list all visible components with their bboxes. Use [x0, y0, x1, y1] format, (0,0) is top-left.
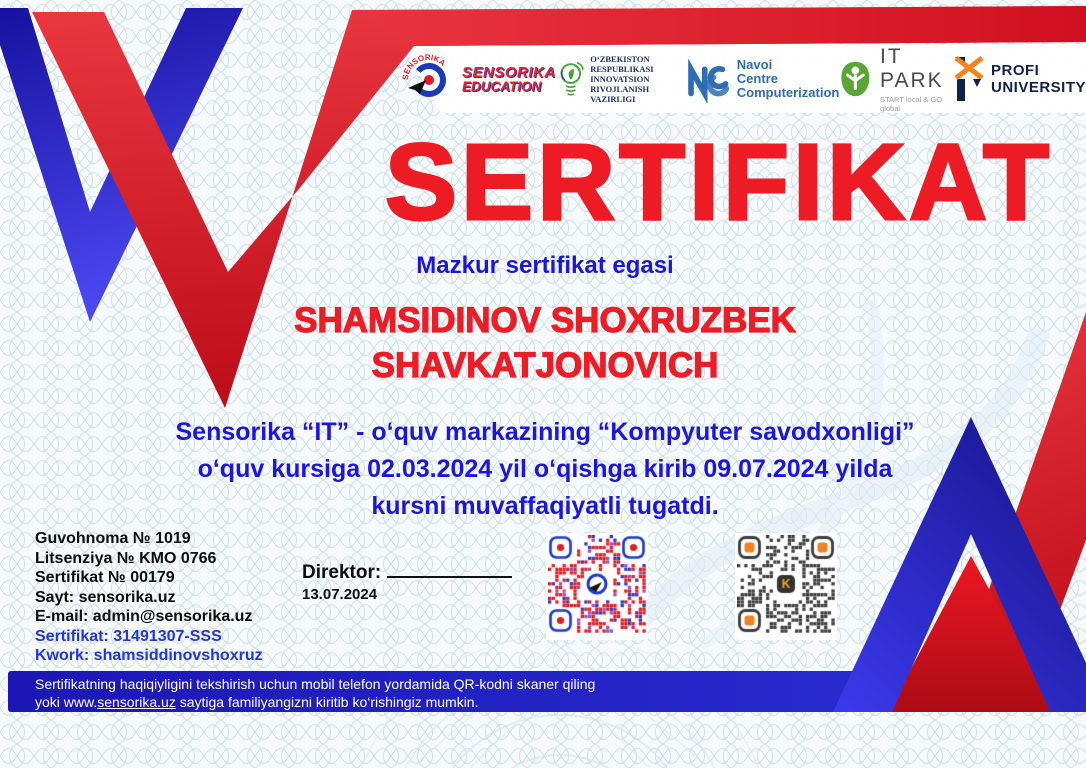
ministry-logo-text: [590, 54, 687, 104]
signature-block: [302, 562, 512, 603]
profi-logo-text: [991, 62, 1086, 96]
recipient-name-line2: SHAVKATJONOVICH: [371, 346, 719, 385]
detail-guvohnoma: Guvohnoma № 1019: [35, 530, 191, 547]
certificate-subtitle: Mazkur sertifikat egasi: [416, 252, 674, 279]
logo-ncc: [687, 55, 839, 103]
detail-email: E-mail: admin@sensorika.uz: [35, 608, 253, 625]
certificate-details: [35, 529, 263, 666]
detail-sayt: Sayt: sensorika.uz: [35, 588, 176, 606]
partner-logos: [400, 46, 1086, 112]
top-red-band: [352, 6, 1086, 46]
itpark-person-icon: [839, 55, 872, 103]
ncc-line1: Navoi: [736, 57, 773, 72]
body-line2: o‘quv kursiga 02.03.2024 yil o‘qishga kirib 09.07.2024 yilda: [197, 455, 893, 483]
ministry-line2: INNOVATSION RIVOJLANISH: [590, 74, 650, 94]
signature-date: 13.07.2024: [302, 586, 378, 603]
ncc-line2: Centre: [736, 71, 778, 86]
kwork-qr-canvas: [737, 535, 835, 633]
recipient-name: [105, 298, 985, 388]
logo-sensorika-education: [400, 50, 556, 108]
sensorika-line1: SENSORIKA: [462, 63, 556, 81]
sensorika-qr-code: [546, 533, 648, 640]
body-line1: Sensorika “IT” - o‘quv markazining “Kompyuter savodxonligi”: [175, 418, 915, 446]
director-label: Direktor:: [302, 562, 382, 583]
ncc-logo-text: [737, 58, 840, 100]
body-line3: kursni muvaffaqiyatli tugatdi.: [371, 492, 719, 520]
certificate-title: SERTIFIKAT: [385, 121, 1053, 242]
ministry-bulb-icon: [556, 50, 586, 108]
ncc-chain-icon: [687, 55, 730, 103]
ministry-line3: VAZIRLIGI: [590, 94, 636, 104]
detail-sertifikat-id: Sertifikat: 31491307-SSS: [35, 627, 222, 645]
sensorika-logo-icon: [400, 50, 458, 108]
recipient-name-line1: SHAMSIDINOV SHOXRUZBEK: [294, 301, 796, 340]
profi-x-icon: [953, 55, 985, 103]
itpark-title: IT PARK: [880, 45, 944, 92]
footer-line1: Sertifikatning haqiqiyligini tekshirish uchun mobil telefon yordamida QR-kodni skaner qiling: [35, 676, 596, 692]
signature-line: [387, 576, 512, 578]
ministry-line1: O‘ZBEKISTON RESPUBLIKASI: [590, 54, 654, 74]
itpark-logo-text: [880, 45, 953, 113]
footer-line2-prefix: yoki www.: [35, 694, 98, 710]
ncc-line3: Computerization: [736, 85, 840, 100]
profi-line2: UNIVERSITY: [990, 79, 1086, 96]
sensorika-line2: EDUCATION: [462, 78, 542, 94]
profi-line1: PROFI: [990, 62, 1040, 79]
kwork-qr-code: [735, 533, 837, 640]
footer-site-link: sensorika.uz: [97, 694, 176, 710]
detail-sertifikat-no: Sertifikat № 00179: [35, 569, 175, 586]
logo-ministry: [556, 50, 688, 108]
footer-text: [35, 675, 755, 711]
svg-text:SENSORIKA: SENSORIKA: [400, 52, 448, 81]
logo-itpark: [839, 45, 953, 113]
footer-line2-suffix: saytiga familiyangizni kiritib ko‘rishingiz mumkin.: [175, 694, 479, 710]
sensorika-qr-canvas: [548, 535, 646, 633]
itpark-tagline: START local & GO global: [880, 95, 943, 113]
detail-kwork: Kwork: shamsiddinovshoxruz: [35, 647, 263, 664]
certificate-body: [105, 414, 985, 525]
logo-profi-university: [953, 55, 1086, 103]
sensorika-logo-text: [462, 65, 556, 94]
footer-line2: [35, 693, 755, 711]
detail-litsenziya: Litsenziya № KMO 0766: [35, 549, 217, 567]
